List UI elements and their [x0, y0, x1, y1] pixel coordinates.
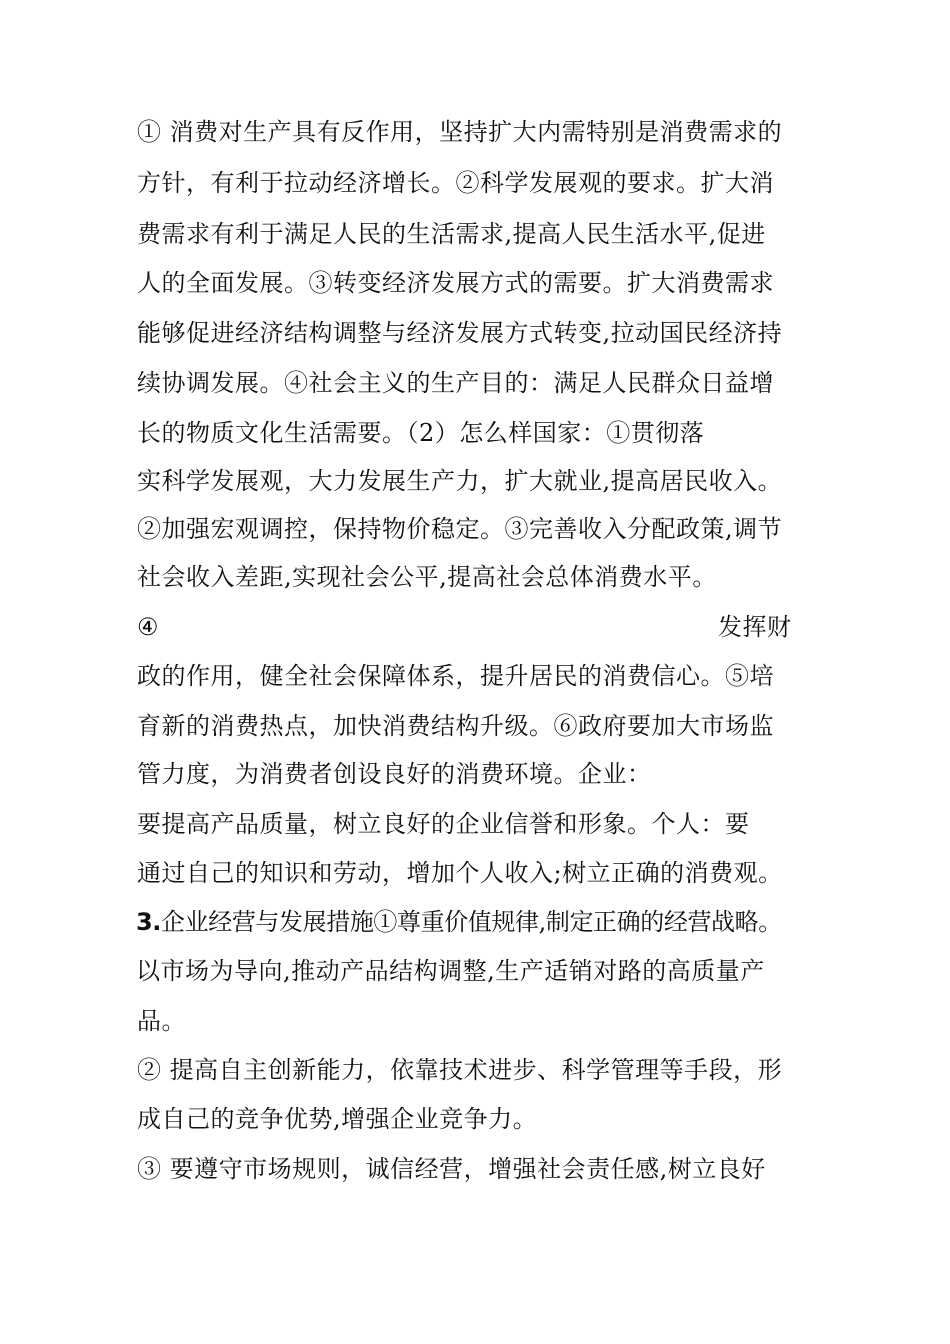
text-line-7: 长的物质文化生活需要。（2）怎么样国家：①贯彻落 [137, 419, 705, 447]
text-line-22: ③ 要遵守市场规则，诚信经营，增强社会责任感,树立良好 [137, 1155, 766, 1183]
text-line-19: 品。 [137, 1007, 186, 1035]
text-line-9: ②加强宏观调控，保持物价稳定。③完善收入分配政策,调节 [137, 515, 783, 543]
text-line-10: 社会收入差距,实现社会公平,提高社会总体消费水平。 [137, 563, 717, 591]
text-line-12: 政的作用，健全社会保障体系，提升居民的消费信心。⑤培 [137, 662, 774, 690]
text-line-16: 通过自己的知识和劳动，增加个人收入;树立正确的消费观。 [137, 859, 783, 887]
text-line-6: 续协调发展。④社会主义的生产目的：满足人民群众日益增 [137, 369, 774, 397]
text-line-4: 人的全面发展。③转变经济发展方式的需要。扩大消费需求 [137, 269, 774, 297]
text-line-11-right: 发挥财 [718, 613, 792, 641]
text-line-11-left: ④ [137, 613, 160, 641]
text-line-5: 能够促进经济结构调整与经济发展方式转变,拉动国民经济持 [137, 319, 783, 347]
text-line-8: 实科学发展观，大力发展生产力，扩大就业,提高居民收入。 [137, 467, 783, 495]
text-line-1: ① 消费对生产具有反作用，坚持扩大内需特别是消费需求的 [137, 118, 783, 146]
text-line-17 [136, 907, 782, 937]
text-line-3: 费需求有利于满足人民的生活需求,提高人民生活水平,促进 [137, 220, 766, 248]
section-number: 3. [136, 908, 162, 936]
text-line-15: 要提高产品质量，树立良好的企业信誉和形象。个人：要 [137, 810, 750, 838]
text-line-21: 成自己的竞争优势,增强企业竞争力。 [137, 1105, 538, 1133]
text-line-2: 方针，有利于拉动经济增长。②科学发展观的要求。扩大消 [137, 169, 774, 197]
text-line-13: 育新的消费热点，加快消费结构升级。⑥政府要加大市场监 [137, 712, 774, 740]
text-line-18: 以市场为导向,推动产品结构调整,生产适销对路的高质量产 [136, 957, 765, 985]
text-line-14: 管力度，为消费者创设良好的消费环境。企业： [137, 760, 652, 788]
section-heading-text: 企业经营与发展措施①尊重价值规律,制定正确的经营战略。 [161, 908, 782, 936]
text-line-20: ② 提高自主创新能力，依靠技术进步、科学管理等手段，形 [137, 1056, 783, 1084]
